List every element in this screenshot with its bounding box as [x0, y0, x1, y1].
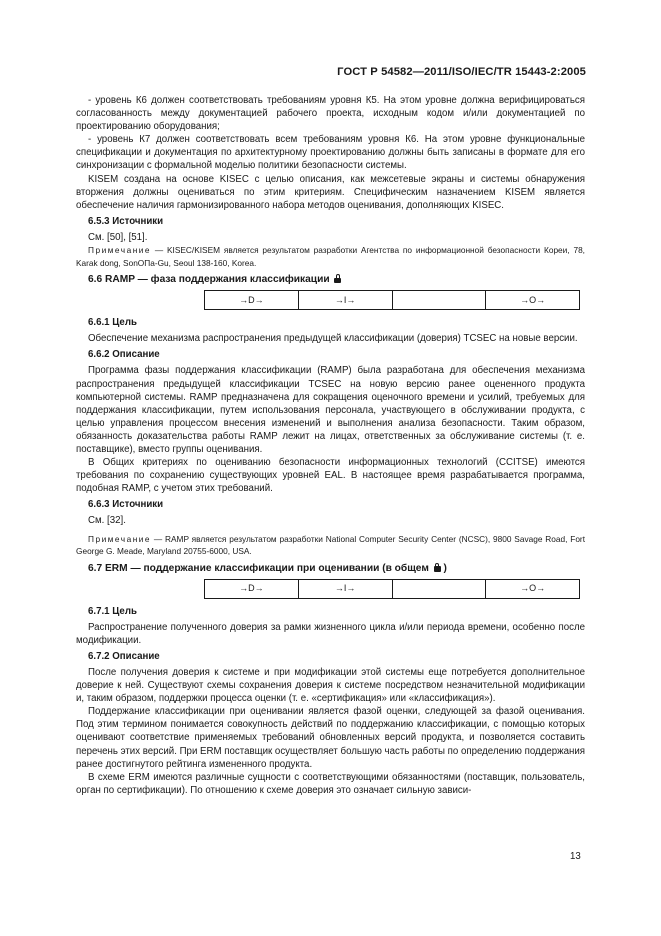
- heading-6-7-2: 6.7.2 Описание: [88, 650, 160, 662]
- phase-cell-implementation: →I→: [299, 291, 393, 309]
- note-text: — RAMP является результатом разработки National Computer Security Center (NCSC), 9800 Savage Road, Fort George G. Meade, Maryland 20755-6000, USA.: [76, 533, 585, 557]
- heading-6-6-3: 6.6.3 Источники: [88, 499, 164, 511]
- note-6-5-3: [76, 244, 585, 269]
- phase-cell-operation: →O→: [520, 294, 546, 305]
- phase-cell-design: →D→: [205, 291, 299, 309]
- paragraph-k7: - уровень К7 должен соответствовать всем требованиям уровня К6. На этом уровне функциональные спецификации и документация по архитектурному проектированию должны быть записаны в формате для его синхронизации с формальной моделью политики безопасности системы.: [76, 134, 585, 172]
- phase-table-ramp: [204, 290, 580, 310]
- reference-6-6-3: См. [32].: [88, 515, 126, 527]
- heading-6-6-1: 6.6.1 Цель: [88, 317, 137, 329]
- heading-6-6: [76, 273, 585, 286]
- note-label: Примечание: [88, 245, 152, 256]
- paragraph-kisem: KISEM создана на основе KISEC с целью описания, как межсетевые экраны и системы обнаружения вторжения должны оцениваться по этим критериям. Специфическим назначением KISEM является обеспечение наличия гармонизированного набора методов оценивания, дополняющих KISEC.: [76, 173, 585, 211]
- text-6-7-2-p3: В схеме ERM имеются различные сущности с соответствующими обязанностями (поставщик, пользователь, орган по сертификации). По отношению к схеме доверия это означает сильную зависи-: [76, 771, 585, 796]
- document-header: ГОСТ Р 54582—2011/ISO/IEC/TR 15443-2:2005: [337, 66, 586, 78]
- phase-cell-empty: [393, 580, 487, 598]
- text-6-6-2-p1: Программа фазы поддержания классификации (RAMP) была разработана для обеспечения механизма распространения предыдущей классификации TCSEC на новую версию ранее оцененного продукта компьютерной системы. RAMP предназначена для сокращения оценочного времени и усилий, требуемых для поддержания классификации, путем использования персонала, участвующего в обслуживании продукта, с целью управления процессом внесения изменений и выполнения анализа безопасности. Таким образом, обязанность доказательства работы RAMP лежит на лицах, ответственных за обслуживание системы (т. е. поставщике), вместо группы оценивания.: [76, 365, 585, 455]
- text-6-6-2-p2: В Общих критериях по оцениванию безопасности информационных технологий (CCITSE) имеются требования по сохранению существующих уровней EAL. В настоящее время разрабатывается программа, подобная RAMP, с учетом этих требований.: [76, 457, 585, 495]
- heading-6-6-text: 6.6 RAMP — фаза поддержания классификации: [88, 274, 330, 286]
- heading-6-6-2: 6.6.2 Описание: [88, 349, 160, 361]
- text-6-7-2-p2: Поддержание классификации при оценивании является фазой оценки, следующей за фазой оценивания. Под этим термином понимается совокупность действий по поддержанию классификации, с помощью которых оценивают соответствие применяемых требований обновленных версий продукта, и позволяется составить перечень этих версий. При ERM поставщик осуществляет большую часть работы по определению поддержания ранее достигнутого рейтинга измененного продукта.: [76, 706, 585, 770]
- page-number: 13: [570, 851, 581, 862]
- note-label: Примечание: [88, 533, 152, 544]
- note-6-6-3: [76, 533, 585, 558]
- text-6-7-2-p1: После получения доверия к системе и при модификации этой системы еще потребуется дополнительное доверие к ней. Существуют схемы сохранения доверия к системе посредством незначительной модификации и, таким образом, поддержки процесса оценки (т. е. «сертификация» или «классификация»).: [76, 667, 585, 705]
- phase-cell-design: →D→: [205, 580, 299, 598]
- heading-6-7-end: ): [443, 562, 447, 574]
- text-6-7-1: Распространение полученного доверия за рамки жизненного цикла и/или периода времени, особенно после модификации.: [76, 621, 585, 646]
- heading-6-7: [76, 562, 585, 575]
- phase-cell-operation: →O→: [520, 583, 546, 594]
- lock-icon: [434, 563, 441, 572]
- phase-cell-empty: [393, 291, 487, 309]
- note-text: — KISEC/KISEM является результатом разработки Агентства по информационной безопасности Кореи, 78, Karak dong, SonОПa-Gu, Seoul 138-160, Korea.: [76, 245, 585, 268]
- page-content: [76, 94, 585, 797]
- phase-table-erm: [204, 579, 580, 599]
- text-6-6-1: Обеспечение механизма распространения предыдущей классификации (доверия) TCSEC на новые версии.: [88, 333, 578, 345]
- heading-6-5-3: 6.5.3 Источники: [88, 215, 164, 227]
- heading-6-7-text: 6.7 ERM — поддержание классификации при оценивании (в общем: [88, 562, 429, 574]
- lock-icon: [334, 274, 341, 283]
- paragraph-k6: - уровень К6 должен соответствовать требованиям уровня К5. На этом уровне должна верифицироваться согласованность между документацией рабочего проекта, исходным кодом и/или документацией по проектированию оборудования;: [76, 95, 585, 133]
- reference-6-5-3: См. [50], [51].: [88, 231, 148, 243]
- phase-cell-implementation: →I→: [299, 580, 393, 598]
- heading-6-7-1: 6.7.1 Цель: [88, 605, 137, 617]
